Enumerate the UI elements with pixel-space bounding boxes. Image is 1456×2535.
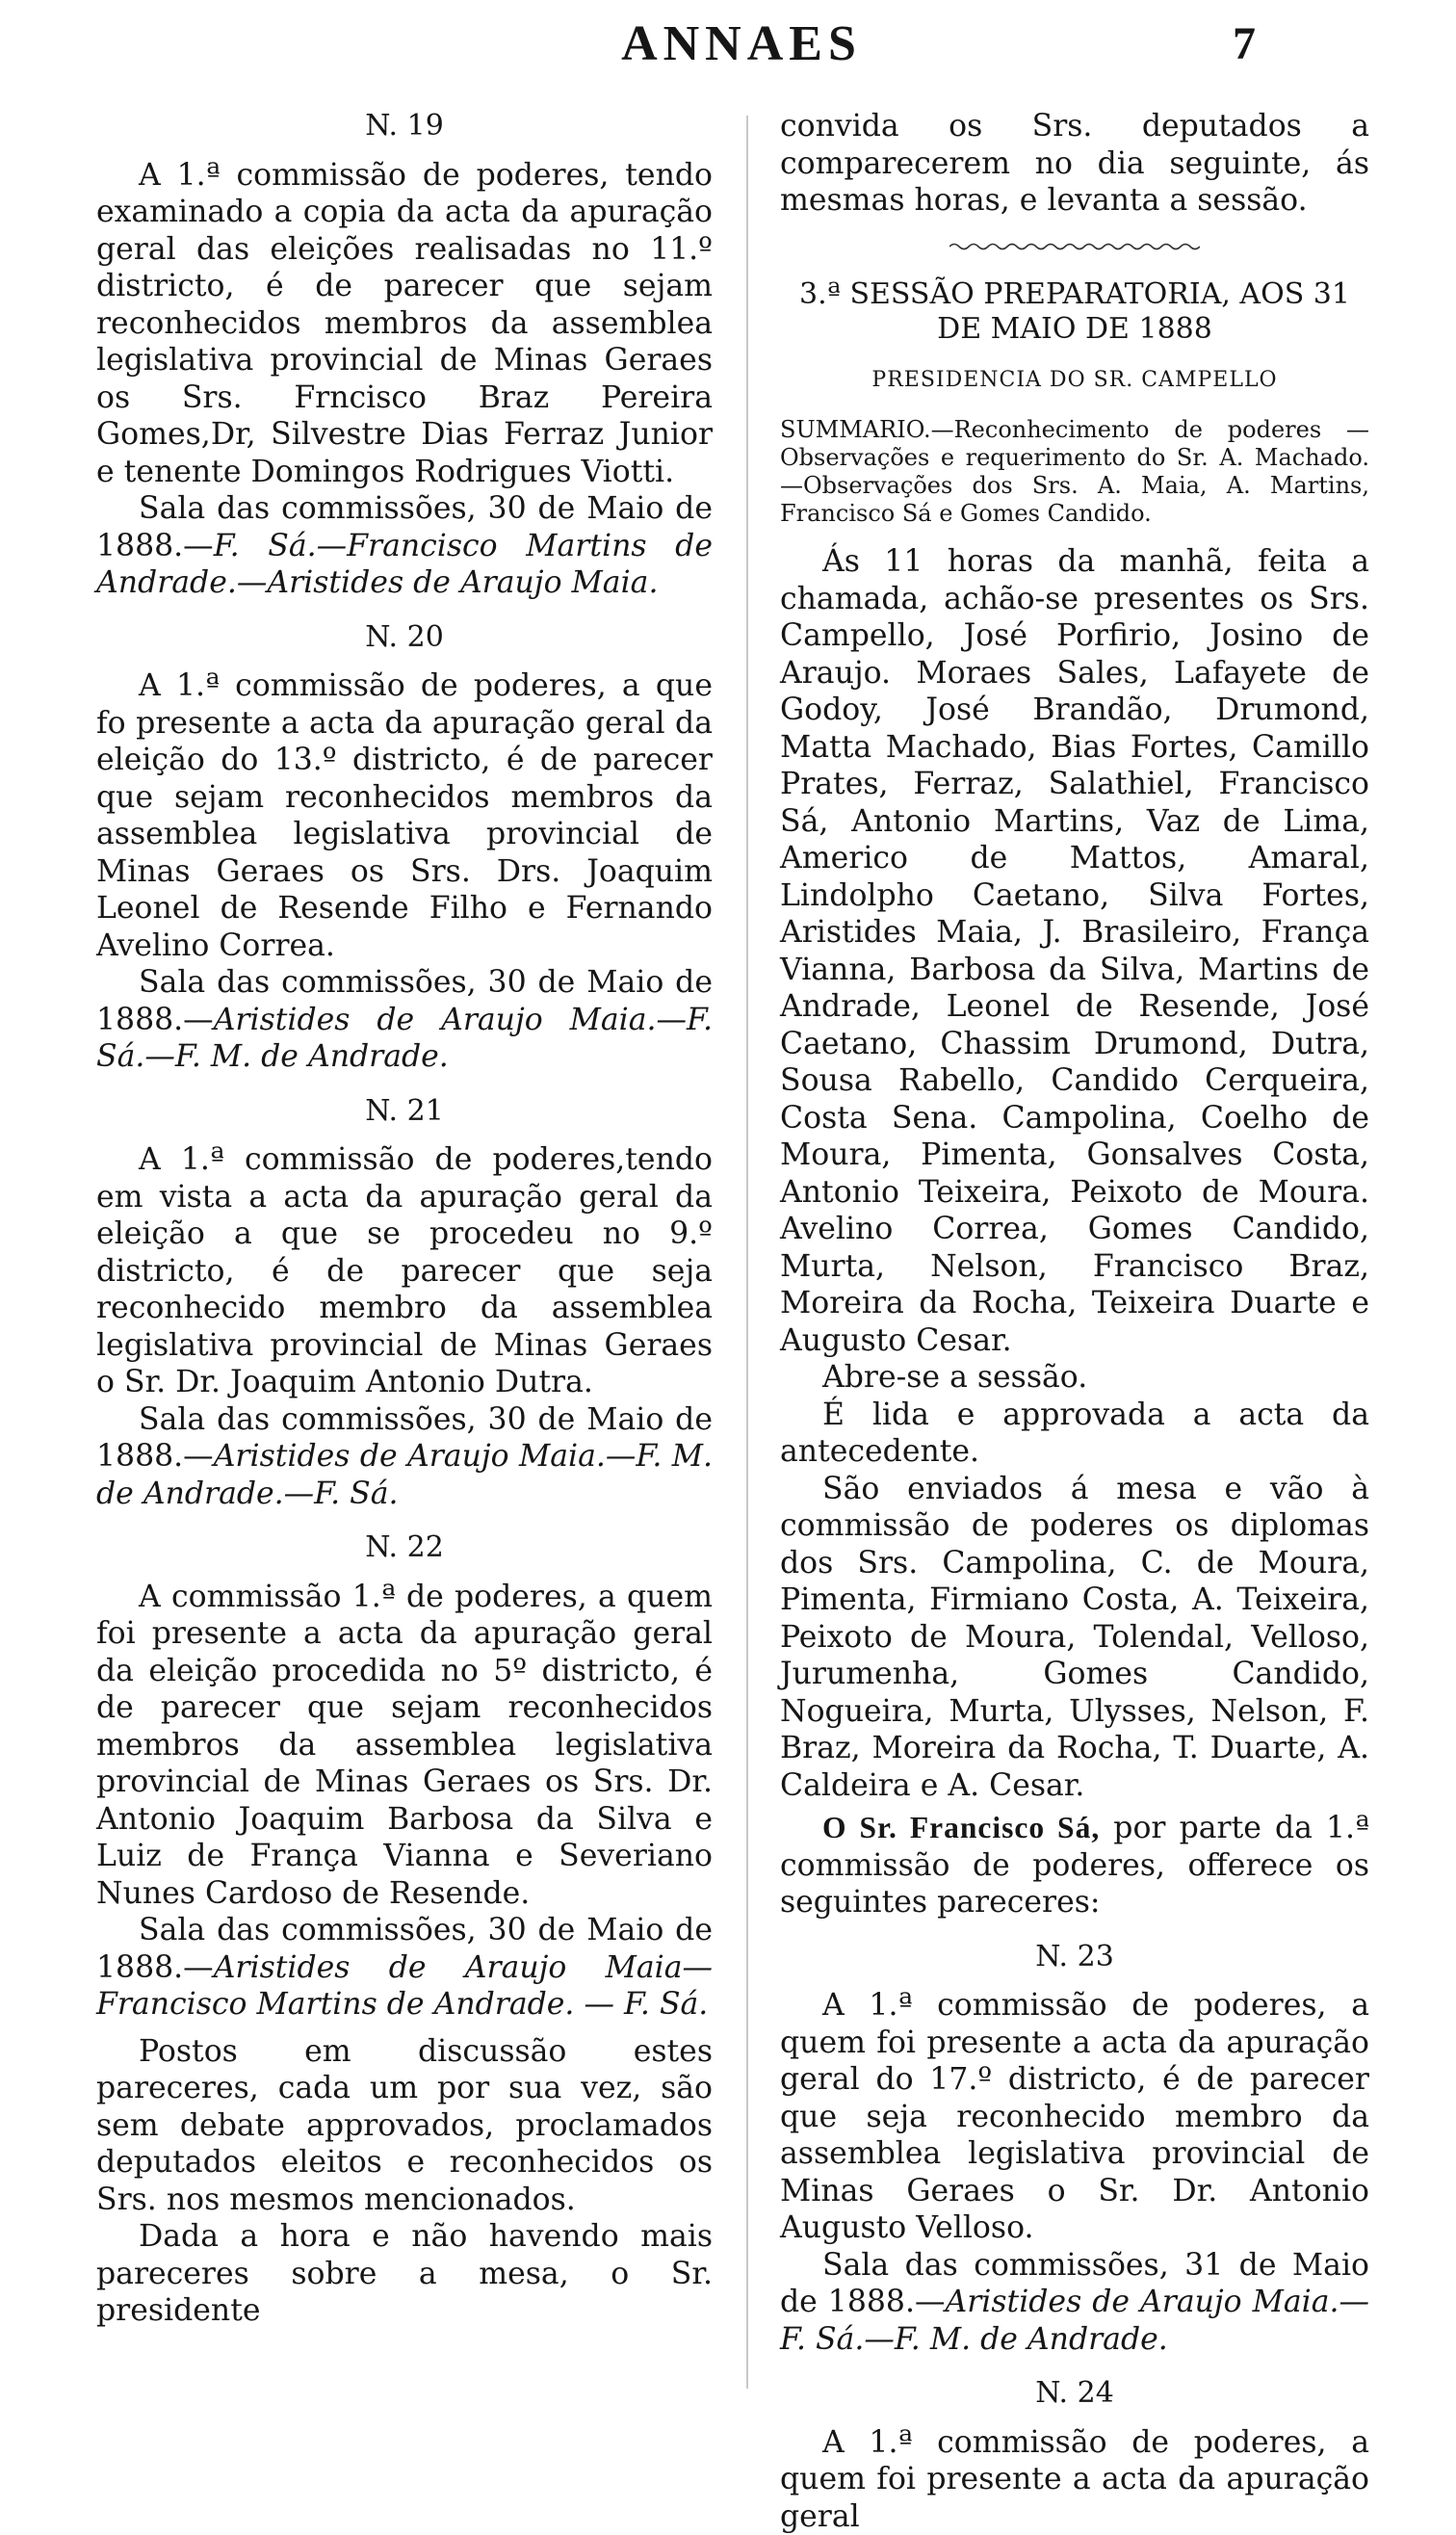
wavy-divider (949, 241, 1200, 252)
signatories: Aristides de Araujo Maia—Francisco Martins de Andrade. — F. Sá. (96, 1950, 713, 2023)
presidency-line: PRESIDENCIA DO SR. CAMPELLO (780, 362, 1369, 400)
speaker-text: por parte da 1.ª commissão de poderes, offerece os seguintes pareceres: (780, 1811, 1369, 1920)
page-number: 7 (1233, 21, 1256, 67)
parecer-heading: N. 23 (780, 1939, 1369, 1976)
parecer-body: A 1.ª commissão de poderes, a que fo presente a acta da apuração geral da eleição do 13.º districto, é de parecer que sejam reconhecidos membros da assemblea legislativa provincial de Minas Geraes os Srs. Drs. Joaquim Leonel de Resende Filho e Fernando Avelino Correa. (96, 667, 713, 964)
speaker-name: O Sr. Francisco Sá, (822, 1811, 1100, 1844)
parecer-body: A 1.ª commissão de poderes,tendo em vista a acta da apuração geral da eleição a que se procedeu no 9.º districto, é de parecer que seja reconhecido membro da assemblea legislativa provincial de Minas Geraes o Sr. Dr. Joaquim Antonio Dutra. (96, 1141, 713, 1401)
opening-line: Abre-se a sessão. (780, 1359, 1369, 1397)
adjourn-paragraph: Dada a hora e não havendo mais pareceres sobre a mesa, o Sr. presidente (96, 2218, 713, 2330)
sala-line: Sala das commissões, 30 de Maio de 1888.— (96, 965, 713, 1037)
parecer-signature (96, 964, 713, 1076)
parecer-body: A 1.ª commissão de poderes, tendo examinado a copia da acta da apuração geral das eleições realisadas no 11.º districto, é de parecer que sejam reconhecidos membros da assemblea legislativa provincial de Minas Geraes os Srs. Frncisco Braz Pereira Gomes,Dr, Silvestre Dias Ferraz Junior e tenente Domingos Rodrigues Viotti. (96, 157, 713, 491)
parecer-signature (96, 490, 713, 602)
parecer-body: A commissão 1.ª de poderes, a quem foi presente a acta da apuração geral da eleição procedida no 5º districto, é de parecer que sejam reconhecidos membros da assemblea legislativa provincial de Minas Geraes os Srs. Dr. Antonio Joaquim Barbosa da Silva e Luiz de França Vianna e Severiano Nunes Cardoso de Resende. (96, 1579, 713, 1913)
column-divider (746, 116, 748, 2389)
parecer-heading: N. 20 (96, 619, 713, 657)
parecer-heading: N. 21 (96, 1093, 713, 1131)
parecer-body: A 1.ª commissão de poderes, a quem foi presente a acta da apuração geral (780, 2424, 1369, 2535)
signatories: Aristides de Araujo Maia.—F. M. de Andrade.—F. Sá. (96, 1439, 713, 1511)
parecer-heading: N. 24 (780, 2375, 1369, 2413)
signatories: Aristides de Araujo Maia.—F. Sá.—F. M. de Andrade. (96, 1003, 713, 1075)
speaker-paragraph (780, 1810, 1369, 1921)
running-title: ANNAES (578, 19, 905, 69)
parecer-signature (96, 1912, 713, 2024)
signatories: F. Sá.—Francisco Martins de Andrade.—Aristides de Araujo Maia. (96, 529, 713, 601)
sala-line: Sala das commissões, 30 de Maio de 1888.— (96, 491, 713, 563)
discussion-paragraph: Postos em discussão estes pareceres, cada um por sua vez, são sem debate approvados, proclamados deputados eleitos e reconhecidos os Srs. nos mesmos mencionados. (96, 2033, 713, 2219)
parecer-signature (96, 1401, 713, 1513)
parecer-heading: N. 19 (96, 108, 713, 145)
continuation-paragraph: convida os Srs. deputados a comparecerem no dia seguinte, ás mesmas horas, e levanta a sessão. (780, 108, 1369, 220)
signatories: Aristides de Araujo Maia.—F. Sá.—F. M. de Andrade. (780, 2285, 1369, 2357)
right-column (780, 108, 1369, 2535)
parecer-signature (780, 2247, 1369, 2359)
diplomas-paragraph: São enviados á mesa e vão à commissão de poderes os diplomas dos Srs. Campolina, C. de Moura, Pimenta, Firmiano Costa, A. Teixeira, Peixoto de Moura, Tolendal, Velloso, Jurumenha, Gomes Candido, Nogueira, Murta, Ulysses, Nelson, F. Braz, Moreira da Rocha, T. Duarte, A. Caldeira e A. Cesar. (780, 1471, 1369, 1805)
session-heading: 3.ª SESSÃO PREPARATORIA, AOS 31 DE MAIO DE 1888 (780, 277, 1369, 347)
left-column (96, 108, 713, 2330)
session-summary: SUMMARIO.—Reconhecimento de poderes — Observações e requerimento do Sr. A. Machado.—Observações dos Srs. A. Maia, A. Martins, Francisco Sá e Gomes Candido. (780, 416, 1369, 528)
parecer-heading: N. 22 (96, 1529, 713, 1567)
roll-call-paragraph: Ás 11 horas da manhã, feita a chamada, achão-se presentes os Srs. Campello, José Porfirio, Josino de Araujo. Moraes Sales, Lafayete de Godoy, José Brandão, Drumond, Matta Machado, Bias Fortes, Camillo Prates, Ferraz, Salathiel, Francisco Sá, Antonio Martins, Vaz de Lima, Americo de Mattos, Amaral, Lindolpho Caetano, Silva Fortes, Aristides Maia, J. Brasileiro, França Vianna, Barbosa da Silva, Martins de Andrade, Leonel de Resende, José Caetano, Chassim Drumond, Dutra, Sousa Rabello, Candido Cerqueira, Costa Sena. Campolina, Coelho de Moura, Pimenta, Gonsalves Costa, Antonio Teixeira, Peixoto de Moura. Avelino Correa, Gomes Candido, Murta, Nelson, Francisco Braz, Moreira da Rocha, Teixeira Duarte e Augusto Cesar. (780, 543, 1369, 1359)
parecer-body: A 1.ª commissão de poderes, a quem foi presente a acta da apuração geral do 17.º districto, é de parecer que seja reconhecido membro da assemblea legislativa provincial de Minas Geraes o Sr. Dr. Antonio Augusto Velloso. (780, 1987, 1369, 2247)
minutes-line: É lida e approvada a acta da antecedente. (780, 1397, 1369, 1471)
sala-line: Sala das commissões, 30 de Maio de 1888.— (96, 1402, 713, 1475)
sala-line: Sala das commissões, 31 de Maio de 1888.— (780, 2248, 1369, 2320)
sala-line: Sala das commissões, 30 de Maio de 1888.— (96, 1913, 713, 1985)
